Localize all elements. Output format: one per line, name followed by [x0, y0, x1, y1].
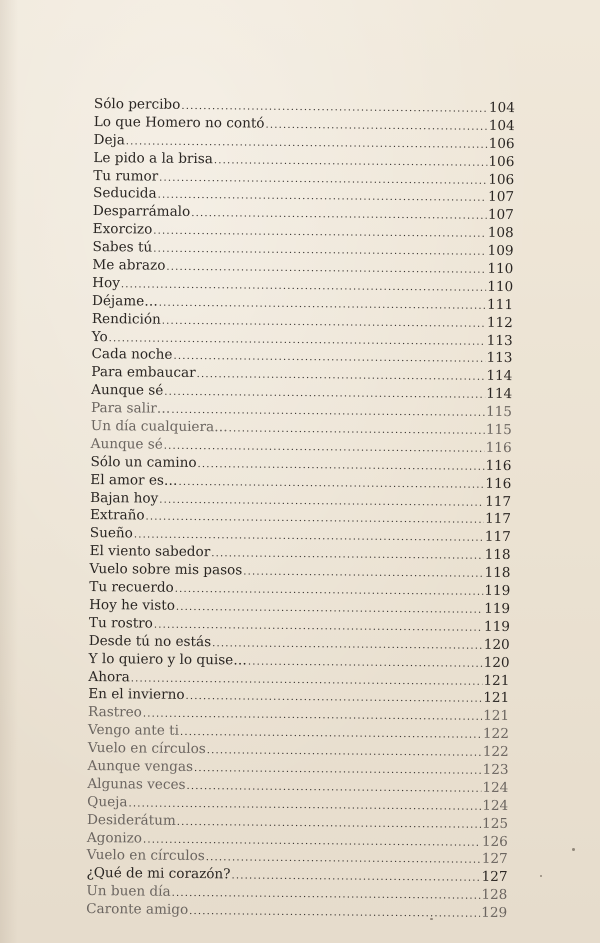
toc-entry-title: ¿Qué de mi corazón? [86, 865, 231, 883]
toc-entry-page-number: 129 [481, 904, 508, 922]
toc-entry-title: El viento sabedor [89, 543, 211, 561]
toc-entry-title: Seducida [92, 185, 157, 203]
toc-entry-page-number: 123 [482, 761, 509, 778]
toc-entry-page-number: 111 [486, 296, 514, 313]
toc-entry-title: Caronte amigo [86, 901, 189, 919]
toc-entry-title: Extraño [89, 507, 145, 524]
toc-entry-title: Aunque sé [91, 382, 164, 399]
toc-entry-title: Vuelo en círculos [86, 847, 205, 865]
paper-speck [540, 875, 542, 877]
toc-entry-page-number: 110 [487, 260, 514, 278]
toc-entry-title: Desparrámalo [92, 203, 191, 221]
toc-entry-page-number: 108 [487, 225, 514, 242]
toc-entry-page-number: 122 [482, 725, 509, 743]
toc-entry-page-number: 106 [488, 153, 515, 170]
toc-entry-title: Aunque vengas [87, 757, 194, 775]
toc-entry-title: Exorcizo [92, 221, 153, 238]
toc-entry-title: Hoy he visto [89, 596, 175, 614]
toc-entry-page-number: 115 [485, 421, 512, 439]
toc-entry-title: Queja [87, 793, 128, 811]
toc-entry-page-number: 107 [488, 189, 515, 206]
dot-leader [265, 117, 487, 137]
toc-entry-page-number: 124 [482, 797, 509, 814]
toc-entry-page-number: 104 [488, 99, 515, 117]
toc-entry-page-number: 113 [486, 332, 513, 349]
toc-entry-title: Sueño [89, 525, 133, 542]
toc-entry-page-number: 115 [485, 403, 513, 421]
toc-entry-page-number: 118 [484, 547, 511, 564]
toc-entry-title: Desiderátum [86, 811, 176, 829]
toc-entry-page-number: 127 [481, 851, 508, 868]
toc-entry-title: Un día cualquiera… [90, 418, 228, 436]
toc-entry-title: El amor es… [90, 471, 178, 489]
toc-entry-title: Sabes tú [92, 239, 153, 256]
toc-entry-title: Sólo percibo [93, 96, 181, 113]
toc-entry-title: Vengo ante ti [87, 722, 180, 740]
toc-entry-title: Déjame… [91, 292, 158, 310]
toc-entry-page-number: 124 [482, 779, 509, 796]
toc-entry-title: Yo [91, 328, 108, 345]
toc-entry-title: Me abrazo [92, 257, 166, 274]
toc-entry-page-number: 106 [488, 135, 515, 152]
dot-leader [189, 903, 480, 924]
toc-entry-page-number: 121 [483, 708, 510, 725]
toc-entry-title: Hoy [92, 274, 121, 292]
toc-entry-page-number: 127 [481, 869, 508, 886]
toc-entry-title: Bajan hoy [90, 489, 159, 507]
toc-entry-page-number: 106 [488, 171, 515, 188]
toc-entry-page-number: 122 [482, 743, 509, 761]
toc-entry-title: Ahora [88, 668, 130, 685]
toc-entry-page-number: 119 [484, 600, 511, 617]
toc-entry-title: Agonizo [86, 829, 143, 847]
toc-entry-page-number: 116 [485, 439, 512, 456]
dot-leader [248, 653, 483, 673]
toc-entry-page-number: 118 [484, 564, 511, 582]
toc-entry-page-number: 109 [487, 242, 514, 260]
toc-entry-page-number: 128 [481, 886, 508, 904]
toc-entry-page-number: 107 [487, 207, 514, 224]
toc-entry-page-number: 117 [484, 529, 511, 546]
toc-entry-page-number: 120 [483, 654, 510, 671]
toc-entry-page-number: 110 [487, 278, 514, 295]
toc-entry-page-number: 125 [482, 815, 509, 832]
toc-entry-title: Le pido a la brisa [93, 149, 213, 167]
toc-entry-page-number: 120 [483, 636, 510, 653]
paper-speck [572, 848, 575, 851]
toc-entry-page-number: 112 [486, 314, 513, 331]
toc-entry-page-number: 121 [483, 690, 510, 707]
toc-entry-page-number: 119 [483, 618, 511, 635]
toc-entry-title: Tu rumor [93, 167, 159, 185]
toc-entry-title: Desde tú no estás [88, 632, 212, 650]
toc-entry-page-number: 116 [485, 475, 512, 492]
toc-entry-title: Tu recuerdo [89, 579, 174, 596]
toc-entry-title: Rastreo [88, 704, 142, 721]
dot-leader [231, 868, 480, 888]
toc-entry-title: Vuelo sobre mis pasos [89, 561, 243, 579]
toc-entry-title: Un buen día [86, 883, 171, 900]
toc-entry-page-number: 119 [484, 582, 511, 600]
toc-entry-page-number: 116 [485, 457, 512, 474]
toc-entry-title: Para salir… [90, 400, 171, 417]
toc-entry-title: Lo que Homero no contó [93, 113, 265, 132]
toc-entry-page-number: 104 [488, 117, 515, 134]
toc-entry-page-number: 114 [486, 368, 513, 385]
toc-entry-title: Cada noche [91, 346, 173, 364]
toc-entry-title: Aunque sé [90, 435, 163, 453]
toc-entry-page-number: 126 [481, 833, 508, 850]
toc-entry-page-number: 113 [486, 350, 513, 367]
toc-entry-title: Y lo quiero y lo quise… [88, 650, 247, 669]
paper-speck [430, 918, 433, 920]
toc-entry-title: Sólo un camino [90, 453, 197, 471]
toc-entry-title: Rendición [91, 310, 161, 328]
toc-entry-title: En el invierno [88, 686, 185, 704]
toc-entry-page-number: 121 [483, 672, 510, 689]
toc-entry-title: Vuelo en círculos [87, 740, 206, 758]
toc-entry-page-number: 117 [484, 511, 512, 528]
toc-entry-title: Tu rostro [88, 614, 153, 632]
toc-entry-title: Algunas veces [87, 775, 186, 793]
toc-entry-title: Deja [93, 131, 125, 149]
table-of-contents [86, 96, 515, 923]
dot-leader [243, 564, 483, 584]
toc-entry-page-number: 117 [485, 493, 512, 510]
toc-entry-title: Para embaucar [91, 364, 196, 382]
toc-entry-page-number: 114 [486, 386, 513, 403]
